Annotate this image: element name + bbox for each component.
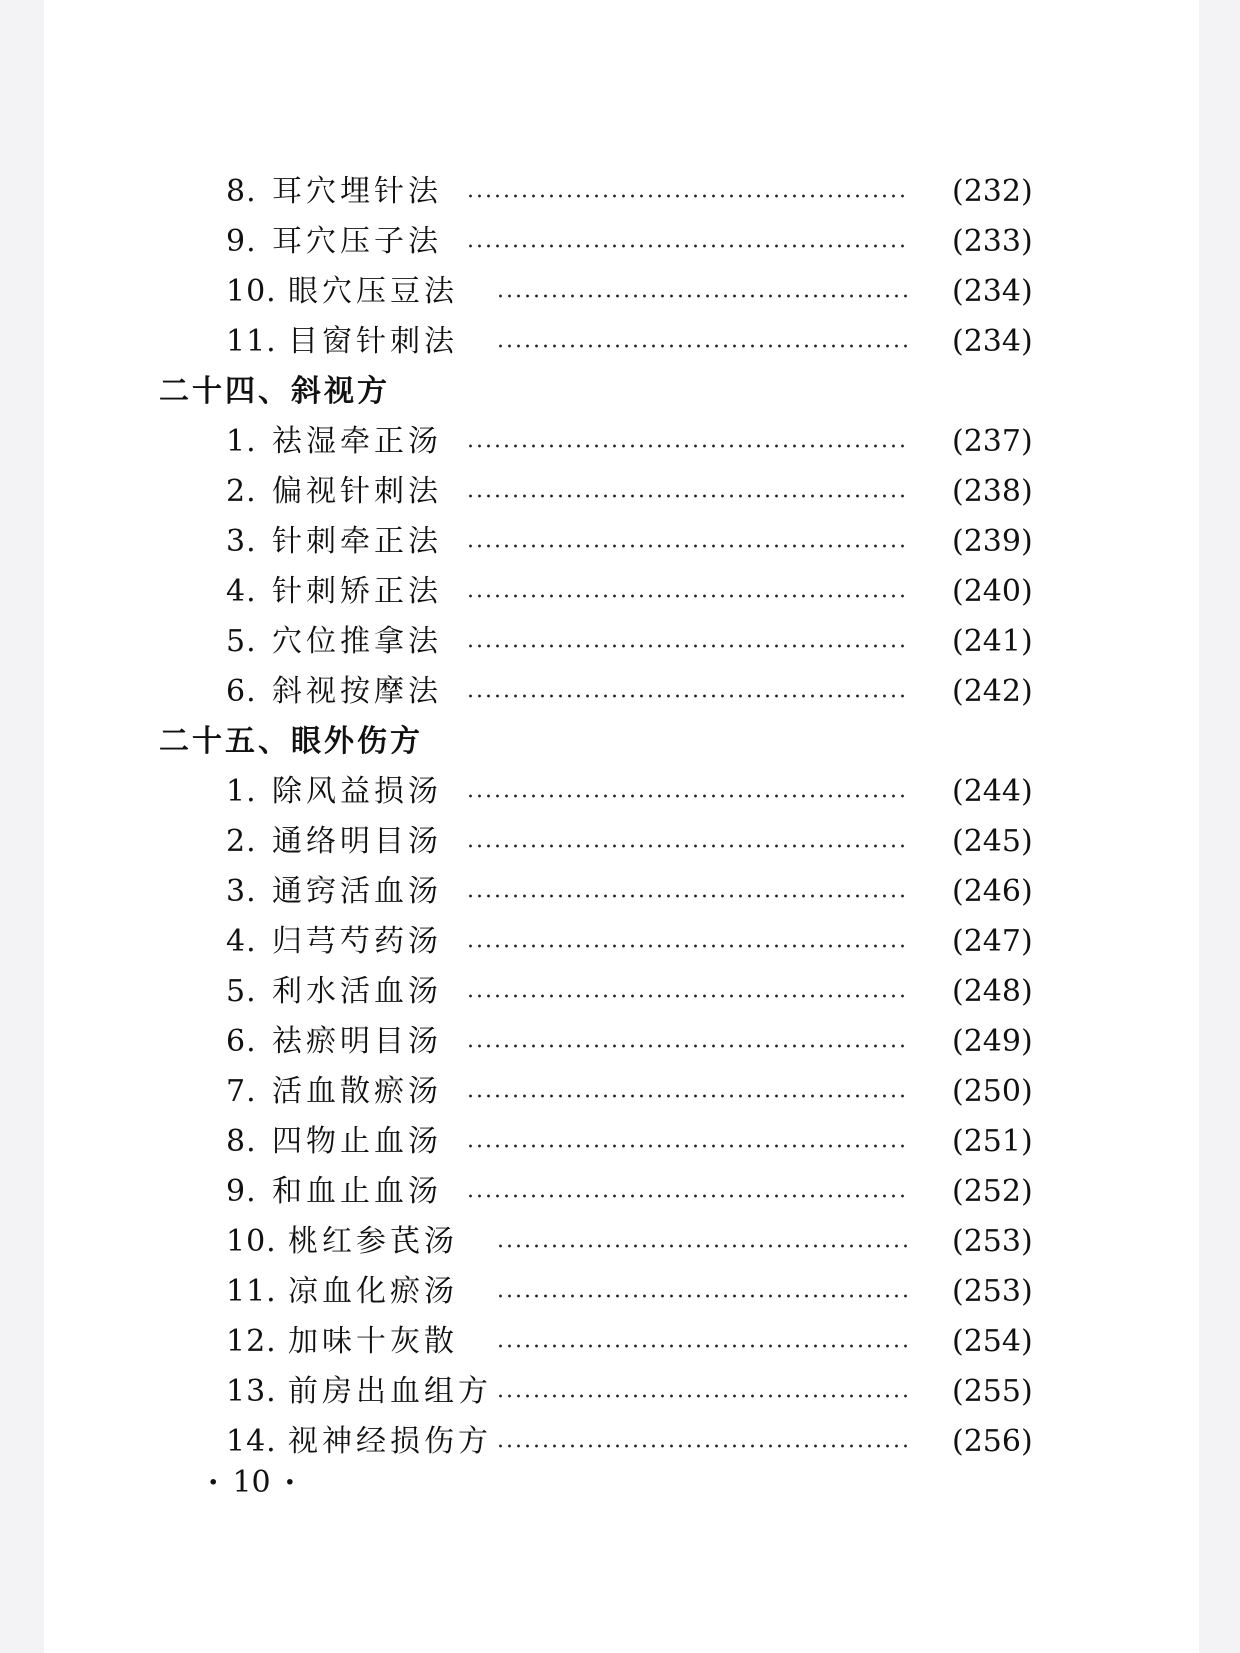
toc-entry-title: 和血止血汤 — [272, 1174, 442, 1209]
toc-entry — [44, 417, 1199, 467]
dot-leader — [496, 1444, 909, 1448]
toc-entry-title: 祛瘀明目汤 — [272, 1024, 442, 1059]
toc-entry — [44, 617, 1199, 667]
toc-entry-page-ref: (239) — [952, 524, 1033, 559]
toc-entry-title: 耳穴埋针法 — [272, 174, 442, 209]
toc-entry-page-ref: (232) — [952, 174, 1033, 209]
dot-leader — [466, 794, 909, 798]
toc-entry-number: 13. — [226, 1374, 277, 1409]
toc-section-heading-row — [44, 717, 1199, 767]
table-of-contents — [44, 167, 1199, 1467]
toc-entry — [44, 1267, 1199, 1317]
toc-entry — [44, 667, 1199, 717]
dot-leader — [466, 594, 909, 598]
toc-entry-number: 8. — [226, 174, 257, 209]
toc-entry-page-ref: (247) — [952, 924, 1033, 959]
toc-entry-page-ref: (234) — [952, 324, 1033, 359]
toc-entry — [44, 517, 1199, 567]
dot-leader — [496, 1344, 909, 1348]
dot-leader — [466, 1044, 909, 1048]
toc-entry-number: 10. — [226, 274, 277, 309]
toc-entry-page-ref: (248) — [952, 974, 1033, 1009]
toc-entry-number: 6. — [226, 674, 257, 709]
toc-entry-title: 活血散瘀汤 — [272, 1074, 442, 1109]
toc-entry-title: 凉血化瘀汤 — [288, 1274, 458, 1309]
toc-entry-title: 斜视按摩法 — [272, 674, 442, 709]
toc-entry-page-ref: (255) — [952, 1374, 1033, 1409]
dot-leader — [496, 294, 909, 298]
dot-leader — [466, 894, 909, 898]
toc-entry — [44, 1367, 1199, 1417]
toc-entry-number: 5. — [226, 624, 257, 659]
toc-entry-page-ref: (250) — [952, 1074, 1033, 1109]
toc-entry-number: 6. — [226, 1024, 257, 1059]
toc-entry — [44, 817, 1199, 867]
toc-entry — [44, 917, 1199, 967]
dot-leader — [466, 194, 909, 198]
dot-leader — [466, 944, 909, 948]
toc-entry-number: 2. — [226, 474, 257, 509]
toc-entry-number: 14. — [226, 1424, 277, 1459]
toc-entry-title: 利水活血汤 — [272, 974, 442, 1009]
toc-entry — [44, 567, 1199, 617]
toc-entry-number: 7. — [226, 1074, 257, 1109]
dot-leader — [466, 994, 909, 998]
toc-entry-number: 1. — [226, 424, 257, 459]
toc-entry-page-ref: (253) — [952, 1224, 1033, 1259]
toc-entry-title: 目窗针刺法 — [288, 324, 458, 359]
toc-entry-title: 前房出血组方 — [288, 1374, 492, 1409]
toc-entry-number: 4. — [226, 574, 257, 609]
toc-entry-page-ref: (242) — [952, 674, 1033, 709]
toc-entry-title: 视神经损伤方 — [288, 1424, 492, 1459]
dot-leader — [466, 494, 909, 498]
toc-entry-title: 针刺牵正法 — [272, 524, 442, 559]
toc-entry-page-ref: (237) — [952, 424, 1033, 459]
toc-entry-number: 9. — [226, 1174, 257, 1209]
toc-entry-page-ref: (233) — [952, 224, 1033, 259]
toc-entry-number: 9. — [226, 224, 257, 259]
toc-entry-page-ref: (254) — [952, 1324, 1033, 1359]
page-number — [194, 1458, 309, 1508]
toc-entry-page-ref: (256) — [952, 1424, 1033, 1459]
dot-leader — [496, 1394, 909, 1398]
toc-entry-page-ref: (249) — [952, 1024, 1033, 1059]
toc-entry-page-ref: (240) — [952, 574, 1033, 609]
toc-entry — [44, 1167, 1199, 1217]
toc-entry-title: 偏视针刺法 — [272, 474, 442, 509]
toc-entry — [44, 1317, 1199, 1367]
toc-entry — [44, 867, 1199, 917]
toc-entry — [44, 217, 1199, 267]
toc-entry — [44, 317, 1199, 367]
dot-leader — [466, 444, 909, 448]
folio-dot-right: · — [284, 1465, 296, 1500]
toc-entry-title: 通窍活血汤 — [272, 874, 442, 909]
toc-entry — [44, 267, 1199, 317]
dot-leader — [466, 644, 909, 648]
toc-entry — [44, 767, 1199, 817]
toc-entry-page-ref: (246) — [952, 874, 1033, 909]
folio-dot-left: · — [208, 1465, 219, 1500]
toc-entry-number: 3. — [226, 524, 257, 559]
dot-leader — [466, 844, 909, 848]
toc-entry-title: 除风益损汤 — [272, 774, 442, 809]
toc-entry-title: 加味十灰散 — [288, 1324, 458, 1359]
toc-entry-number: 3. — [226, 874, 257, 909]
toc-entry-number: 8. — [226, 1124, 257, 1159]
toc-entry-title: 针刺矫正法 — [272, 574, 442, 609]
toc-entry — [44, 1117, 1199, 1167]
toc-entry-page-ref: (253) — [952, 1274, 1033, 1309]
toc-entry-page-ref: (245) — [952, 824, 1033, 859]
toc-entry-title: 通络明目汤 — [272, 824, 442, 859]
dot-leader — [466, 544, 909, 548]
dot-leader — [496, 344, 909, 348]
toc-entry-page-ref: (238) — [952, 474, 1033, 509]
toc-entry-title: 穴位推拿法 — [272, 624, 442, 659]
toc-entry-number: 11. — [226, 324, 277, 359]
toc-section-heading-row — [44, 367, 1199, 417]
toc-entry-page-ref: (234) — [952, 274, 1033, 309]
toc-entry-number: 1. — [226, 774, 257, 809]
toc-entry-page-ref: (244) — [952, 774, 1033, 809]
toc-entry-title: 桃红参芪汤 — [288, 1224, 458, 1259]
toc-entry-number: 12. — [226, 1324, 277, 1359]
dot-leader — [466, 1144, 909, 1148]
toc-entry-title: 眼穴压豆法 — [288, 274, 458, 309]
toc-entry-title: 归芎芍药汤 — [272, 924, 442, 959]
toc-entry-number: 10. — [226, 1224, 277, 1259]
toc-entry-title: 四物止血汤 — [272, 1124, 442, 1159]
toc-section-heading: 二十五、眼外伤方 — [159, 724, 423, 759]
document-page — [44, 0, 1199, 1653]
dot-leader — [496, 1294, 909, 1298]
toc-entry-number: 5. — [226, 974, 257, 1009]
toc-entry-number: 4. — [226, 924, 257, 959]
dot-leader — [496, 1244, 909, 1248]
toc-entry-number: 2. — [226, 824, 257, 859]
dot-leader — [466, 694, 909, 698]
toc-entry-title: 耳穴压子法 — [272, 224, 442, 259]
toc-entry-title: 祛湿牵正汤 — [272, 424, 442, 459]
toc-entry — [44, 1217, 1199, 1267]
toc-entry — [44, 167, 1199, 217]
toc-entry-page-ref: (251) — [952, 1124, 1033, 1159]
folio-number: 10 — [232, 1465, 271, 1500]
toc-entry-number: 11. — [226, 1274, 277, 1309]
toc-entry — [44, 967, 1199, 1017]
dot-leader — [466, 1194, 909, 1198]
toc-entry — [44, 1017, 1199, 1067]
toc-entry — [44, 467, 1199, 517]
toc-entry — [44, 1067, 1199, 1117]
toc-section-heading: 二十四、斜视方 — [159, 374, 390, 409]
dot-leader — [466, 244, 909, 248]
toc-entry-page-ref: (252) — [952, 1174, 1033, 1209]
dot-leader — [466, 1094, 909, 1098]
toc-entry-page-ref: (241) — [952, 624, 1033, 659]
